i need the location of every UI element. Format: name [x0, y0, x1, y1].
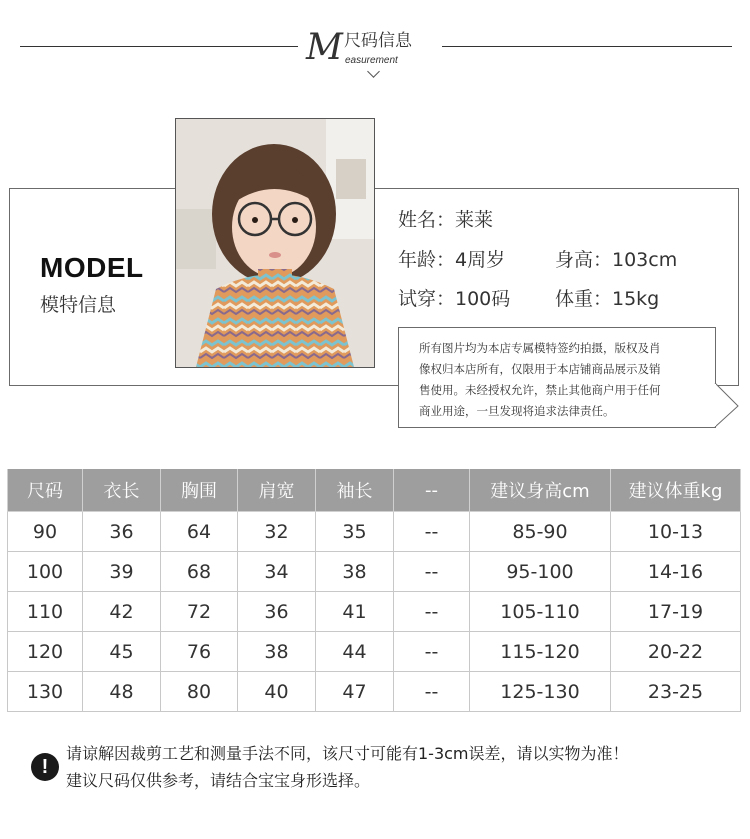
notice-line: 售使用。未经授权允许，禁止其他商户用于任何	[419, 383, 661, 397]
notice-line: 商业用途，一旦发现将追求法律责任。	[419, 404, 615, 418]
cell: 47	[316, 672, 394, 712]
footer-note-line2: 建议尺码仅供参考，请结合宝宝身形选择。	[66, 771, 371, 790]
cell: 36	[238, 592, 316, 632]
header-size: 尺码	[8, 469, 83, 512]
model-title: MODEL	[40, 252, 144, 283]
cell: 80	[161, 672, 238, 712]
cell: --	[394, 592, 470, 632]
model-subtitle: 模特信息	[40, 294, 117, 316]
model-age: 年龄：4周岁	[398, 249, 506, 271]
cell: 38	[316, 552, 394, 592]
model-photo-illustration	[176, 119, 374, 367]
table-row	[8, 512, 741, 552]
cell: 36	[83, 512, 161, 552]
cell: 17-19	[611, 592, 741, 632]
cell: 42	[83, 592, 161, 632]
cell: 34	[238, 552, 316, 592]
cell: 45	[83, 632, 161, 672]
cell: 120	[8, 632, 83, 672]
cell: 68	[161, 552, 238, 592]
table-row	[8, 592, 741, 632]
cell: 100	[8, 552, 83, 592]
cell: 72	[161, 592, 238, 632]
header-caret-icon	[367, 65, 380, 78]
cell: 130	[8, 672, 83, 712]
header-chest: 胸围	[161, 469, 238, 512]
model-weight: 体重：15kg	[555, 288, 660, 310]
header-shoulder: 肩宽	[238, 469, 316, 512]
warning-icon: !	[31, 753, 59, 781]
cell: 23-25	[611, 672, 741, 712]
cell: 10-13	[611, 512, 741, 552]
cell: 105-110	[470, 592, 611, 632]
size-table	[7, 469, 741, 712]
cell: 85-90	[470, 512, 611, 552]
cell: 115-120	[470, 632, 611, 672]
header-blank: --	[394, 469, 470, 512]
header-height: 建议身高cm	[470, 469, 611, 512]
cell: --	[394, 672, 470, 712]
footer-note-line1: 请谅解因裁剪工艺和测量手法不同，该尺寸可能有1-3cm误差，请以实物为准！	[66, 744, 629, 763]
model-photo	[175, 118, 375, 368]
notice-line: 所有图片均为本店专属模特签约拍摄，版权及肖	[419, 341, 661, 355]
header-rule-right	[442, 46, 732, 47]
cell: --	[394, 632, 470, 672]
cell: 64	[161, 512, 238, 552]
cell: 95-100	[470, 552, 611, 592]
table-header-row	[8, 469, 741, 512]
model-size-tried: 试穿：100码	[398, 288, 511, 310]
cell: 40	[238, 672, 316, 712]
header-rule-left	[20, 46, 298, 47]
table-row	[8, 672, 741, 712]
cell: 14-16	[611, 552, 741, 592]
cell: 38	[238, 632, 316, 672]
cell: --	[394, 552, 470, 592]
table-row	[8, 632, 741, 672]
cell: 125-130	[470, 672, 611, 712]
copyright-notice	[398, 327, 716, 428]
cell: 35	[316, 512, 394, 552]
header-subtitle: easurement	[345, 55, 398, 66]
cell: 48	[83, 672, 161, 712]
cell: 90	[8, 512, 83, 552]
model-height: 身高：103cm	[555, 249, 678, 271]
header-weight: 建议体重kg	[611, 469, 741, 512]
cell: 32	[238, 512, 316, 552]
notice-tail-icon	[700, 382, 740, 428]
notice-line: 像权归本店所有，仅限用于本店铺商品展示及销	[419, 362, 661, 376]
model-name: 姓名：莱莱	[398, 209, 494, 231]
cell: 110	[8, 592, 83, 632]
cell: --	[394, 512, 470, 552]
header-length: 衣长	[83, 469, 161, 512]
cell: 44	[316, 632, 394, 672]
header-logo-letter: M	[306, 27, 343, 68]
cell: 76	[161, 632, 238, 672]
table-row	[8, 552, 741, 592]
header-title: 尺码信息	[344, 31, 412, 51]
cell: 20-22	[611, 632, 741, 672]
cell: 41	[316, 592, 394, 632]
cell: 39	[83, 552, 161, 592]
header-sleeve: 袖长	[316, 469, 394, 512]
